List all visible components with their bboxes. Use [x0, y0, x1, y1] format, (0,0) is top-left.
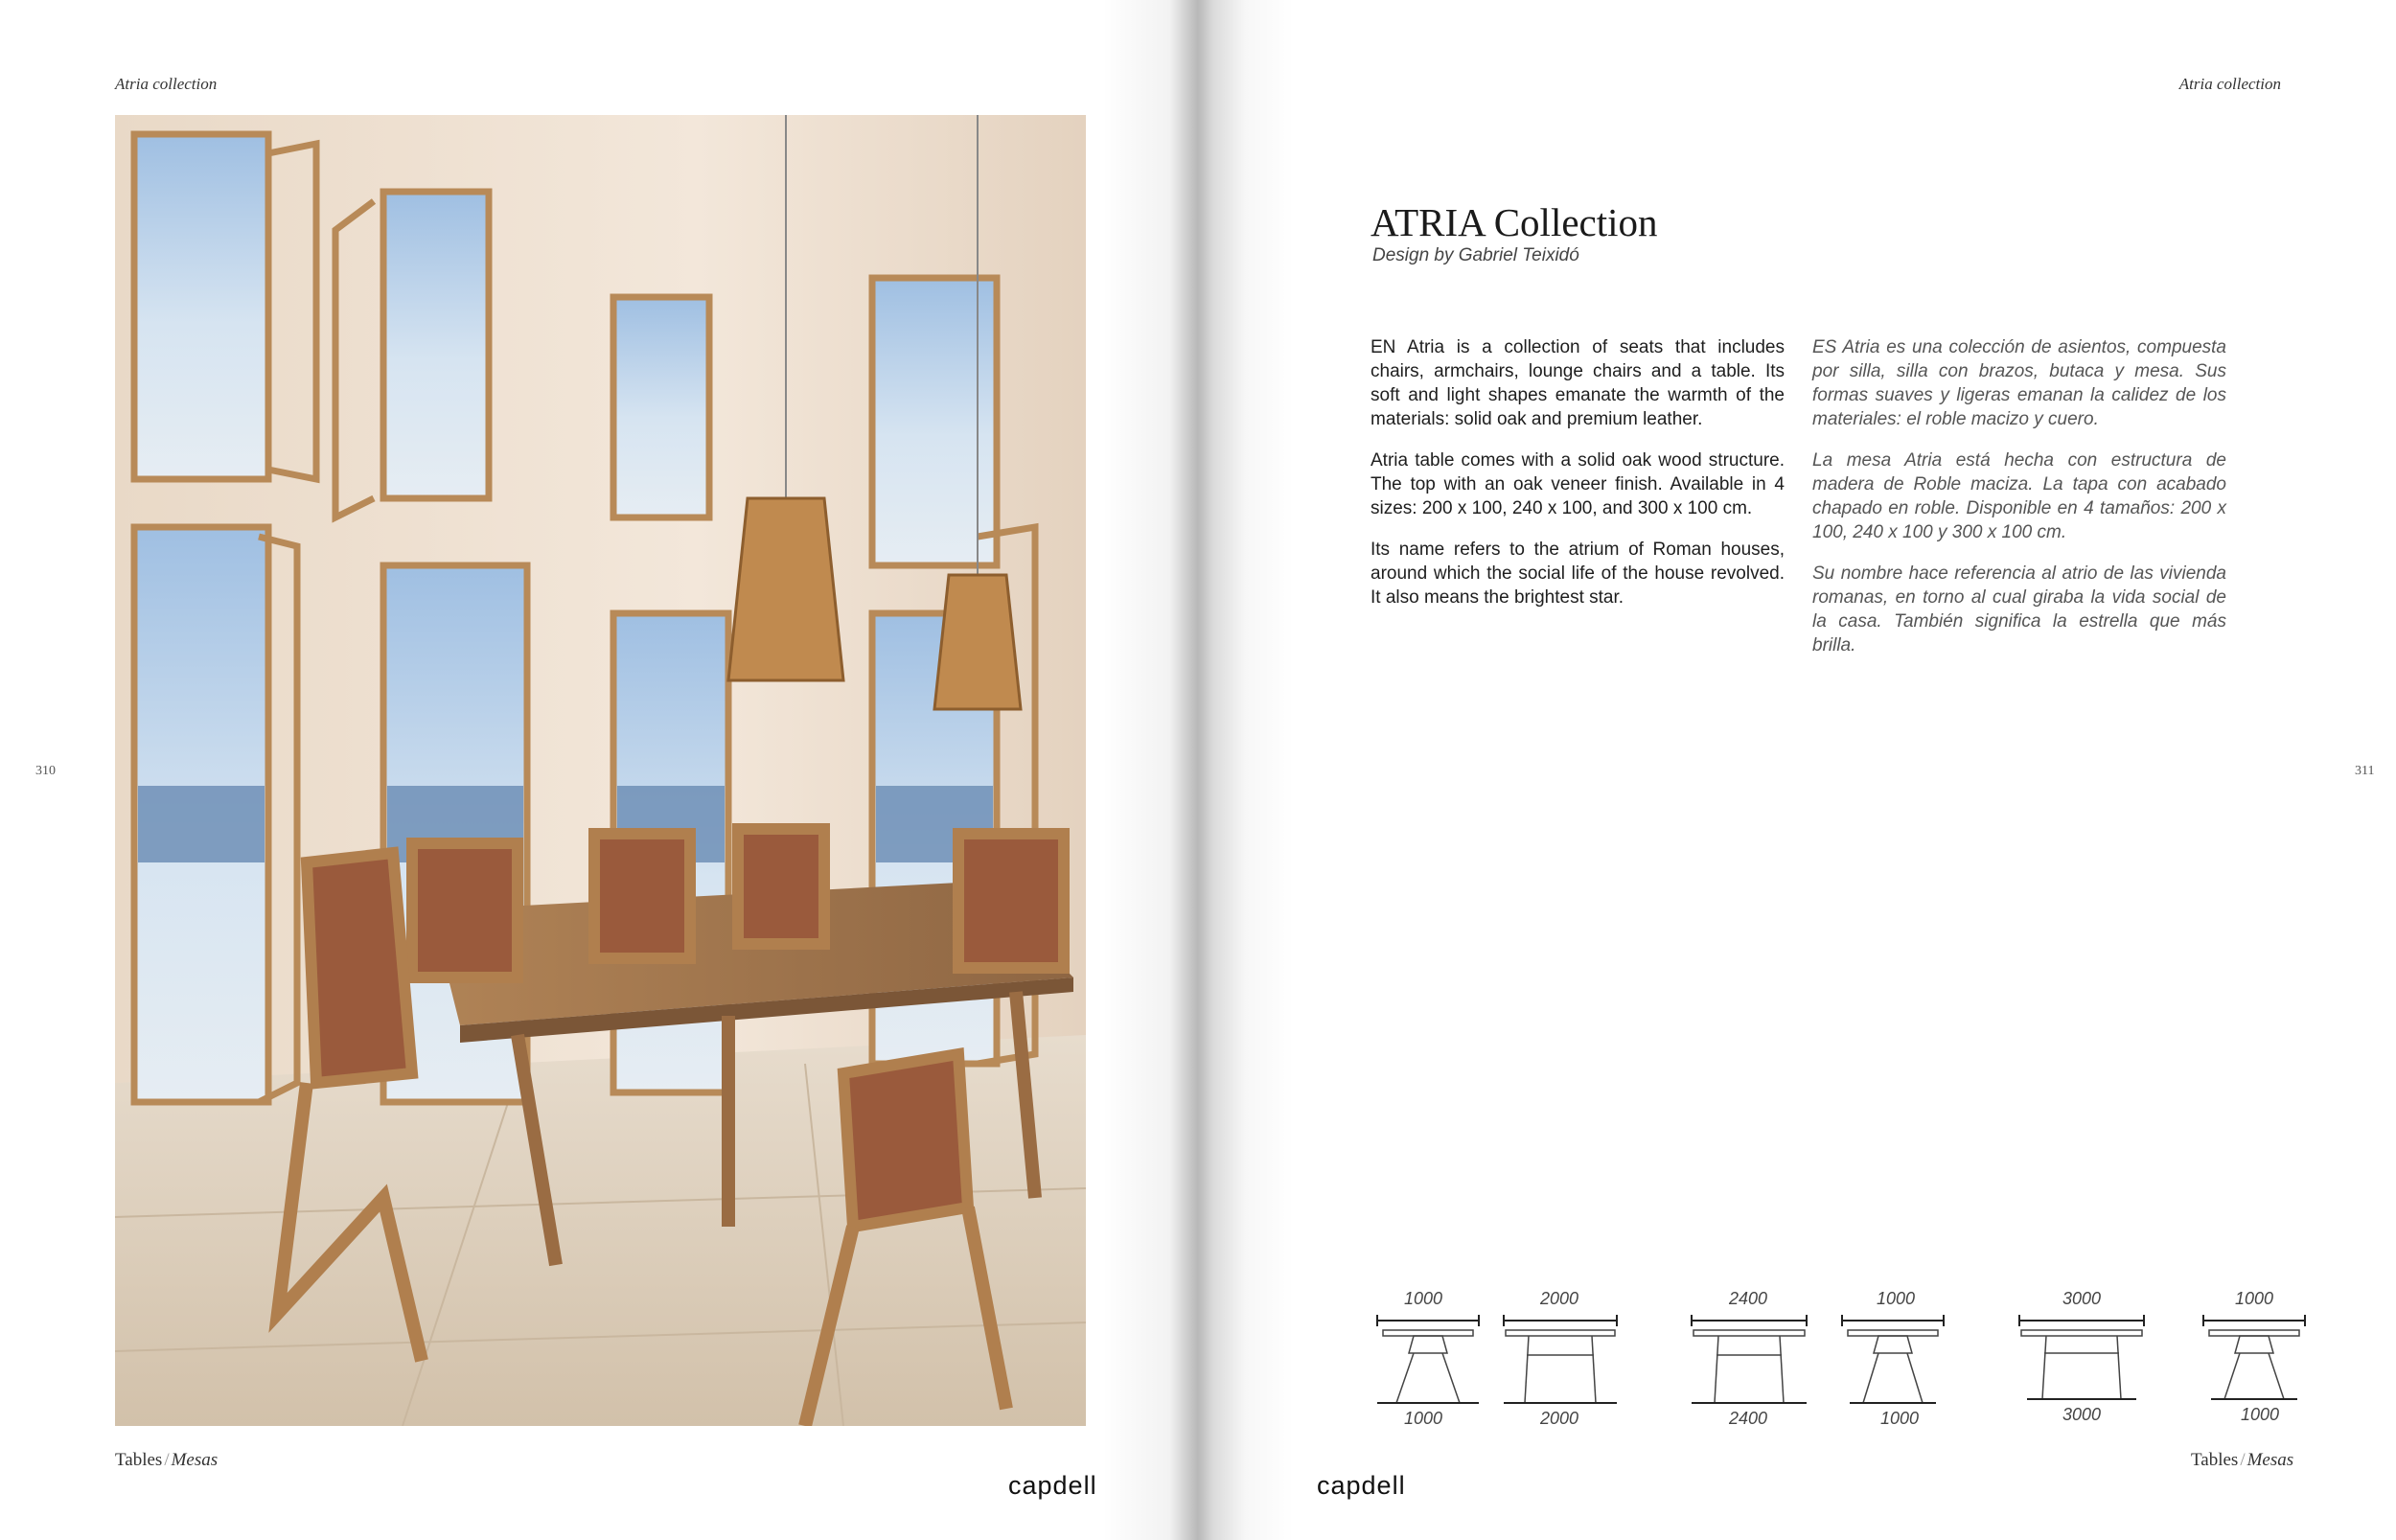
english-text — [1371, 335, 1785, 627]
table-end-view-drawing — [1840, 1311, 1946, 1407]
es-paragraph: La mesa Atria está hecha con estructura de madera de Roble maciza. La tapa con acabado chapado en roble. Disponible en 4 tamaños: 200 x 100, 240 x 100 y 300 x 100 cm. — [1812, 450, 2226, 542]
es-paragraph: Su nombre hace referencia al atrio de las vivienda romanas, en torno al cual giraba la vida social de la casa. También significa la estrella que más brilla. — [1812, 563, 2226, 655]
dimension-label-top: 1000 — [1876, 1289, 1916, 1308]
section-separator: / — [164, 1450, 170, 1470]
page-number: 311 — [2355, 764, 2375, 778]
dimension-label-top: 1000 — [2234, 1289, 2274, 1308]
page-number: 310 — [35, 764, 56, 778]
dimension-label-bottom: 2400 — [1728, 1409, 1768, 1428]
en-paragraph: EN Atria is a collection of seats that includes chairs, armchairs, lounge chairs and a table. Its soft and light shapes emanate the warmth of the materials: solid oak and premium leather. — [1371, 337, 1785, 429]
section-separator: / — [2240, 1450, 2246, 1470]
table-dimension-drawings — [1371, 1284, 2367, 1437]
dimension-label-top: 3000 — [2062, 1289, 2102, 1308]
dimension-label-top: 1000 — [1403, 1289, 1443, 1308]
dimension-label-top: 2400 — [1728, 1289, 1768, 1308]
dimension-label-top: 2000 — [1539, 1289, 1579, 1308]
dining-room-photo — [115, 115, 1086, 1426]
section-en: Tables — [2191, 1450, 2239, 1470]
table-side-view-drawing — [1690, 1311, 1809, 1407]
running-head: Atria collection — [2178, 75, 2281, 93]
brand-logo: capdell — [1317, 1471, 1406, 1500]
table-end-view-drawing — [1375, 1311, 1481, 1407]
dimension-label-bottom: 1000 — [1879, 1409, 1920, 1428]
running-head: Atria collection — [115, 75, 218, 93]
en-paragraph: Atria table comes with a solid oak wood structure. The top with an oak veneer finish. Available in 4 sizes: 200 x 100, 240 x 100, and 300 x 100 cm. — [1371, 450, 1785, 518]
section-en: Tables — [115, 1450, 163, 1470]
section-es: Mesas — [171, 1450, 219, 1470]
section-footer — [2191, 1450, 2293, 1471]
table-end-view-drawing — [2201, 1311, 2307, 1407]
designer-credit: Design by Gabriel Teixidó — [1372, 245, 1579, 265]
table-side-view-drawing — [2017, 1311, 2146, 1407]
dimension-label-bottom: 1000 — [1403, 1409, 1443, 1428]
section-es: Mesas — [2246, 1450, 2294, 1470]
table-side-view-drawing — [1502, 1311, 1619, 1407]
dimension-label-bottom: 1000 — [2240, 1405, 2280, 1424]
dimension-label-bottom: 2000 — [1539, 1409, 1579, 1428]
section-footer — [115, 1450, 218, 1471]
brand-logo: capdell — [1008, 1471, 1097, 1500]
es-paragraph: ES Atria es una colección de asientos, compuesta por silla, silla con brazos, butaca y mesa. Sus formas suaves y ligeras emanan la calidez de los materiales: el roble macizo y cuero. — [1812, 337, 2226, 429]
spanish-text — [1812, 335, 2226, 675]
dimension-label-bottom: 3000 — [2062, 1405, 2102, 1424]
en-paragraph: Its name refers to the atrium of Roman houses, around which the social life of the house revolved. It also means the brightest star. — [1371, 540, 1785, 608]
collection-title: ATRIA Collection — [1371, 200, 1658, 244]
right-page — [1198, 0, 2396, 1540]
